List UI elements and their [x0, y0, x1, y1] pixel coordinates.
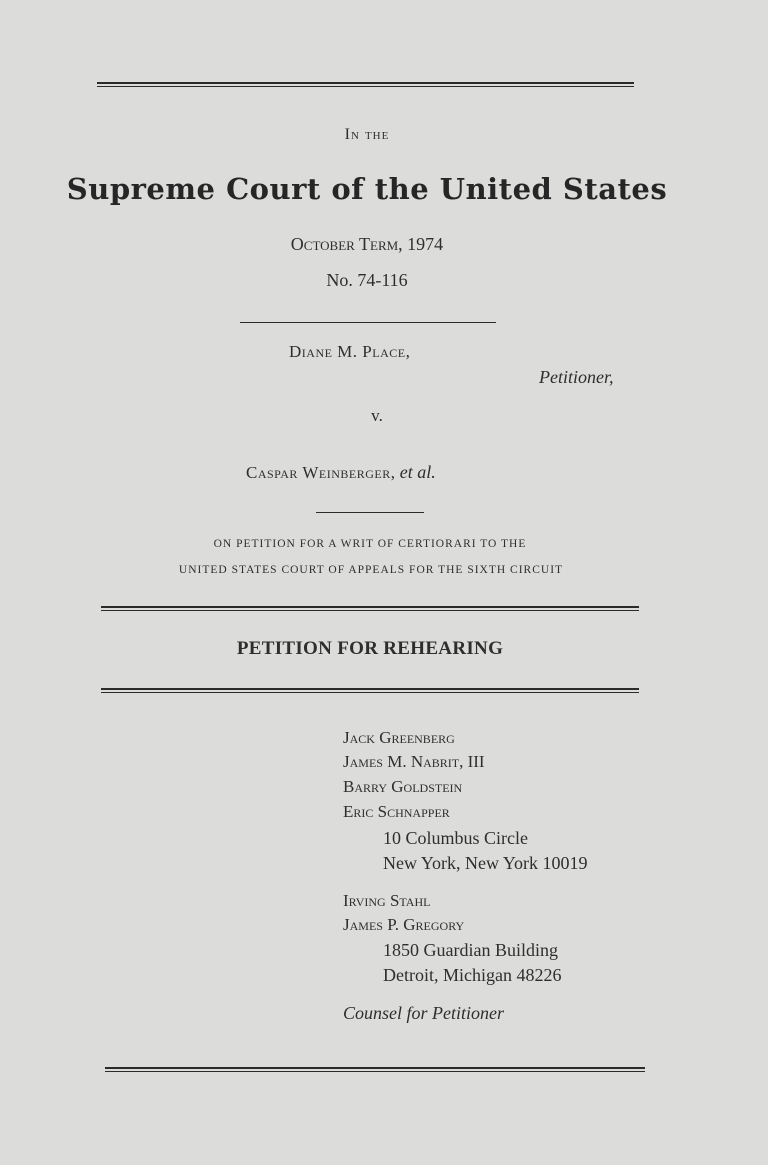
counsel-name: Eric Schnapper: [343, 802, 450, 821]
term-label: October Term, 1974: [290, 234, 444, 254]
title-top-double-rule: [101, 606, 639, 611]
proceeding-line-1: ON PETITION FOR A WRIT OF CERTIORARI TO THE: [213, 538, 527, 550]
counsel-address: Detroit, Michigan 48226: [383, 965, 562, 985]
versus-label: v.: [371, 406, 383, 425]
counsel-name: Jack Greenberg: [343, 728, 455, 747]
petitioner-name: Diane M. Place,: [289, 342, 411, 361]
respondent: [246, 462, 436, 483]
court-name: Supreme Court of the United States: [66, 172, 668, 206]
in-the-label: In the: [344, 126, 390, 143]
docket-number: No. 74-116: [326, 270, 408, 290]
counsel-name: Barry Goldstein: [343, 777, 463, 796]
counsel-address: 10 Columbus Circle: [383, 828, 528, 848]
bottom-double-rule: [105, 1067, 645, 1072]
counsel-name: James M. Nabrit, III: [343, 752, 485, 771]
title-bottom-double-rule: [101, 688, 639, 693]
counsel-name: James P. Gregory: [343, 915, 465, 934]
counsel-address: New York, New York 10019: [383, 853, 588, 873]
proceeding-line-2: UNITED STATES COURT OF APPEALS FOR THE SIXTH CIRCUIT: [178, 564, 564, 576]
counsel-name: Irving Stahl: [343, 891, 431, 910]
short-rule-1: [240, 322, 496, 323]
short-rule-2: [316, 512, 424, 513]
document-title: PETITION FOR REHEARING: [236, 638, 504, 659]
respondent-suffix: et al.: [399, 462, 436, 482]
respondent-name: Caspar Weinberger,: [246, 463, 396, 482]
petitioner-role: Petitioner,: [539, 367, 614, 387]
top-double-rule: [97, 82, 634, 87]
counsel-role: Counsel for Petitioner: [343, 1003, 504, 1023]
counsel-address: 1850 Guardian Building: [383, 940, 558, 960]
